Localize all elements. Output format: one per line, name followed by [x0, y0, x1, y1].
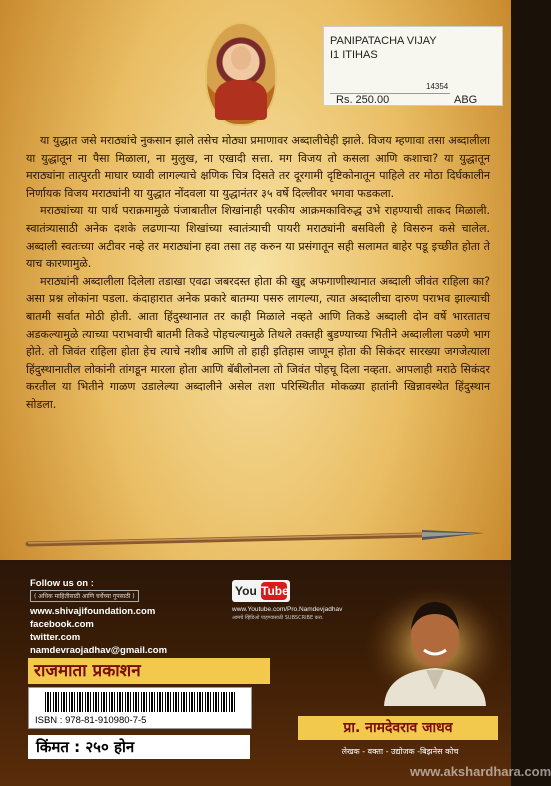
isbn-number: ISBN : 978-81-910980-7-5	[35, 715, 147, 726]
author-role: लेखक - वक्ता - उद्योजक -बिझनेस कोच	[341, 747, 459, 756]
blurb-paragraph: मराठ्यांनी अब्दालीला दिलेला तडाखा एवढा जबरदस्त होता की खुद्द अफगाणीस्थानात अब्दाली जीवंत राहिला का? असा प्रश्न लोकांना पडला. कंदाहारात अनेक प्रकारे बातम्या पसरु लागल्या, त्यात अब्दालीचा दारुण पराभव झाल्याची बातमी सर्वात मोठी होती. आता हिंदुस्थानात तर काही मिळाले नव्हते आणि तिकडे अब्दाली दोन वर्षे भारतातच अडकल्यामुळे त्याच्या पराभवाची बातमी तिकडे पोहचल्यामुळे तिथले तक्तही बुडण्याच्या भितीने अब्दालीला पळणे भाग होते. तो जिवंत राहिला होता हेच त्याचे नशीब आणि तो हाही इतिहास जाणून होता की सिकंदर सारख्या जगजेत्याला हिंदुस्थानातील लोकांनी तांगडून मारला होता आणि बॅबीलोनला तो जिवंत पोहचू दिला नव्हता. आपलाही मराठे सिकंदर करतील या भितीने गाळण उडालेल्या अब्दालीने असेल तशा परिस्थितीत मोकळ्या हातांनी खिन्नावस्थेत हिंदुस्थान सोडला.	[26, 274, 490, 411]
youtube-logo-you: You	[235, 584, 257, 598]
author-photo	[364, 586, 506, 706]
sticker-title-line1: PANIPATACHA VIJAY	[330, 35, 437, 47]
follow-us-heading: Follow us on :	[30, 578, 94, 589]
blurb-text	[26, 132, 490, 414]
library-price-sticker	[323, 26, 503, 106]
watermark: www.akshardhara.com	[410, 764, 551, 779]
portrait-saree	[215, 80, 267, 120]
queen-portrait	[205, 22, 277, 126]
youtube-logo-tube: Tube	[261, 584, 289, 598]
spear-illustration	[24, 524, 490, 554]
isbn-barcode-box	[28, 687, 252, 729]
publisher-name: राजमाता प्रकाशन	[28, 658, 270, 684]
barcode	[45, 692, 235, 712]
website-link[interactable]: www.shivajifoundation.com	[30, 606, 156, 617]
youtube-channel-link[interactable]: www.Youtube.com/Pro.Namdevjadhav	[232, 606, 343, 613]
portrait-face	[231, 46, 251, 70]
sticker-price: Rs. 250.00	[336, 94, 390, 106]
youtube-subscribe-note: आमचे व्हिडिओ पाहण्यासाठी SUBSCRIBE करा.	[232, 615, 324, 621]
twitter-link[interactable]: twitter.com	[30, 632, 81, 643]
youtube-logo	[232, 580, 290, 602]
sticker-title-line2: I1 ITIHAS	[330, 49, 378, 61]
book-price: किंमत : २५० होन	[28, 735, 250, 759]
sticker-tag: ABG	[454, 94, 478, 106]
author-name: प्रा. नामदेवराव जाधव	[298, 716, 498, 740]
blurb-paragraph: या युद्धात जसे मराठ्यांचे नुकसान झाले तसेच मोठ्या प्रमाणावर अब्दालीचेही झाले. विजय म्हणावा तसा अब्दालीला या युद्धातून ना पैसा मिळाला, ना मुलुख, ना एखादी सत्ता. मग विजय तो कसला आणि कशाचा? या युद्धातून मराठ्यांना तात्पुरती माघार घ्यावी लागल्याचे क्षणिक चित्र दिसते तर दूरगामी दृष्टिकोनातून पाहिले तर मोठा दिर्घकालीन निर्णायक विजय मराठ्यांनी या युद्धात नोंदवला या युद्धानंतर ३५ वर्षे दिल्लीवर भगवा फडकला.	[26, 134, 490, 200]
facebook-link[interactable]: facebook.com	[30, 619, 94, 630]
blurb-paragraph: मराठ्यांच्या या पार्थ पराक्रमामुळे पंजाबातील शिखांनाही परकीय आक्रमकाविरुद्ध उभे राहण्याची ताकद मिळाली. स्वातंत्र्यासाठी अनेक दशके लढणाऱ्या शिखांच्या स्वातंत्र्याची पायरी मराठ्यांनी बसविली हे विसरुन कसे चालेल. अब्दाली स्वतःच्या अटीवर नव्हे तर मराठ्यांना हवा तसा तह करुन या प्रसंगातून सही सलामत बाहेर पडू इच्छीत होता ते याच कारणामुळे.	[26, 204, 490, 271]
sticker-code: 14354	[426, 82, 449, 91]
email-link[interactable]: namdevraojadhav@gmail.com	[30, 645, 168, 656]
follow-us-subtitle: ( अधिक माहितीसाठी आणि चर्चेच्या गुपसाठी )	[30, 590, 139, 602]
